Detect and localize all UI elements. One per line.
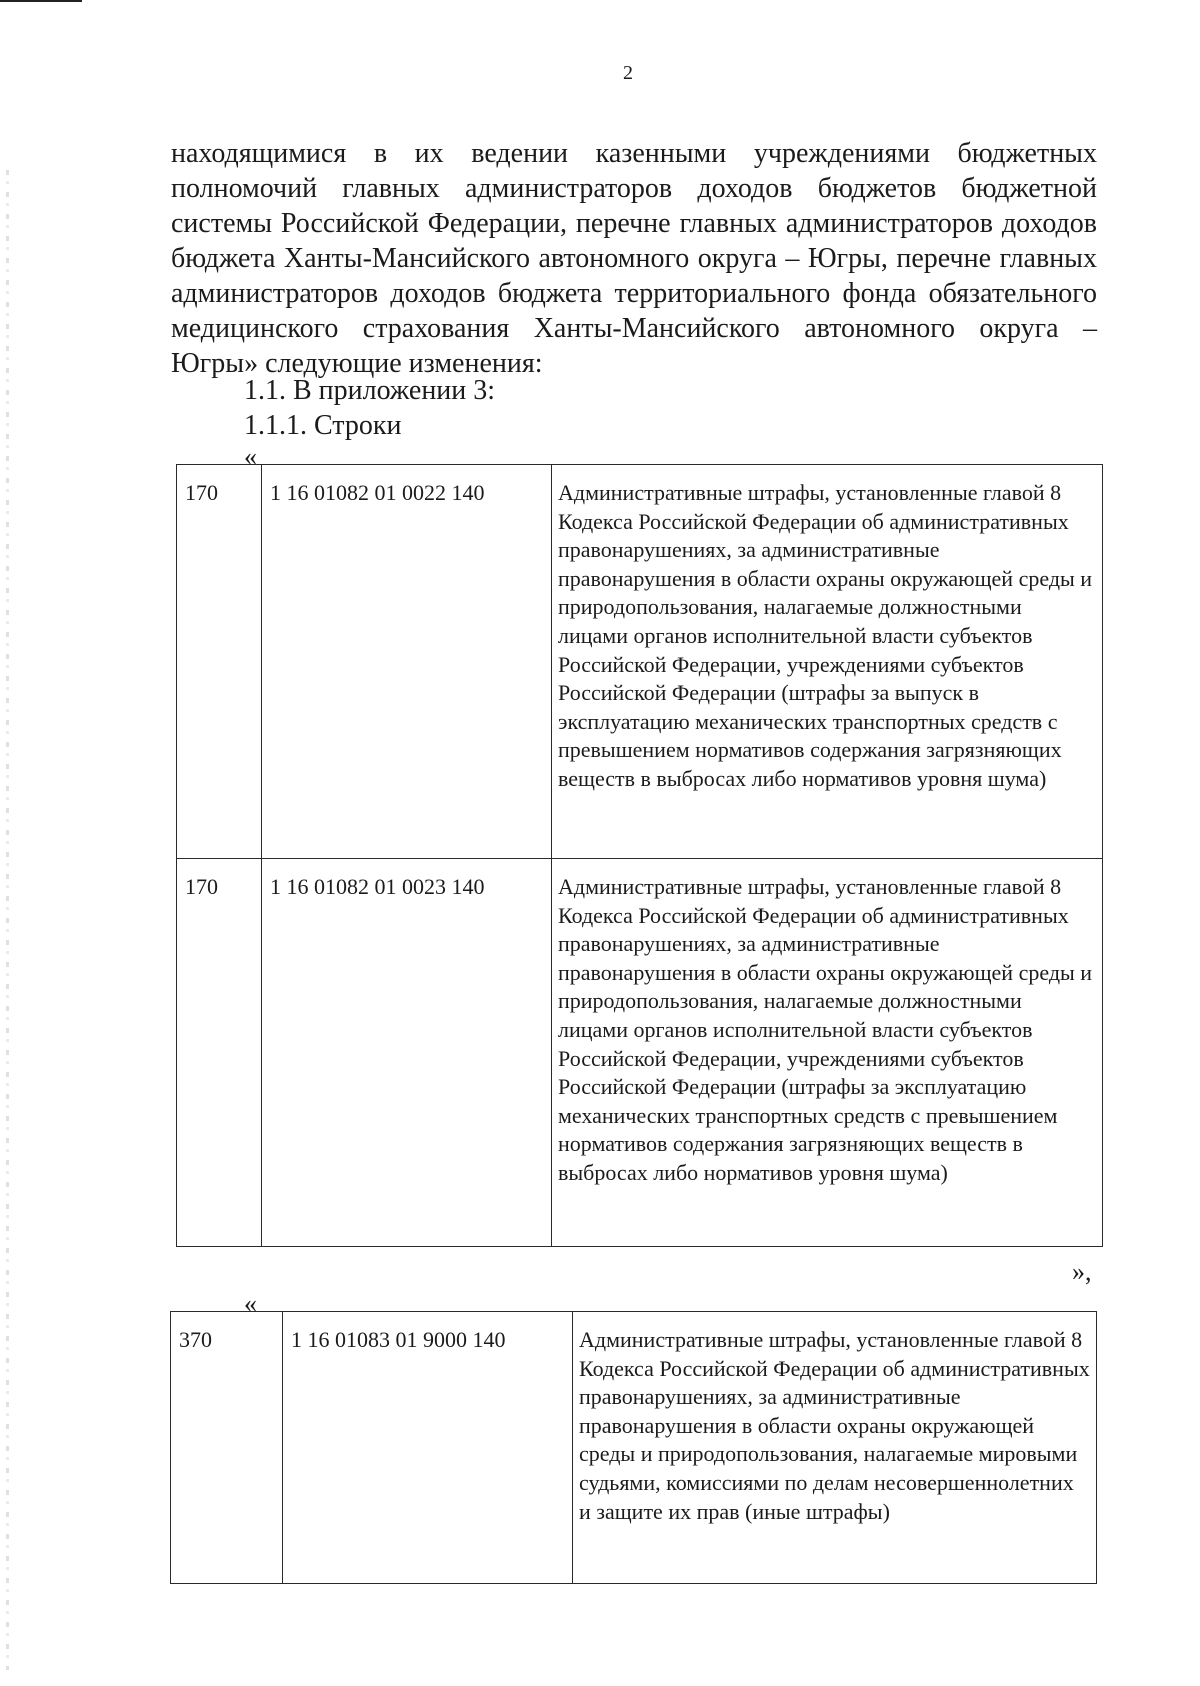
table-2 [170,1311,1097,1584]
cell-code: 170 [177,465,262,859]
opening-quote-2: « [244,1289,257,1318]
cell-description: Административные штрафы, установленные главой 8 Кодекса Российской Федерации об административных правонарушениях, за административные правонарушения в области охраны окружающей среды и природопользования, налагаемые мировыми судьями, комиссиями по делам несовершеннолетних и защите их прав (иные штрафы) [573,1312,1097,1584]
table-row [177,465,1103,859]
opening-quote-1: « [244,442,257,471]
cell-kbk: 1 16 01082 01 0022 140 [262,465,552,859]
scan-corner-mark [0,0,82,2]
item-1-1: 1.1. В приложении 3: [244,375,496,406]
table-row [171,1312,1097,1584]
cell-code: 370 [171,1312,283,1584]
cell-description: Административные штрафы, установленные главой 8 Кодекса Российской Федерации об административных правонарушениях, за административные правонарушения в области охраны окружающей среды и природопользования, налагаемые должностными лицами органов исполнительной власти субъектов Российской Федерации, учреждениями субъектов Российской Федерации (штрафы за выпуск в эксплуатацию механических транспортных средств с превышением нормативов содержания загрязняющих веществ в выбросах либо нормативов уровня шума) [552,465,1103,859]
cell-kbk: 1 16 01083 01 9000 140 [283,1312,573,1584]
cell-description: Административные штрафы, установленные главой 8 Кодекса Российской Федерации об административных правонарушениях, за административные правонарушения в области охраны окружающей среды и природопользования, налагаемые должностными лицами органов исполнительной власти субъектов Российской Федерации, учреждениями субъектов Российской Федерации (штрафы за эксплуатацию механических транспортных средств с превышением нормативов содержания загрязняющих веществ в выбросах либо нормативов уровня шума) [552,859,1103,1247]
cell-kbk: 1 16 01082 01 0023 140 [262,859,552,1247]
table-row [177,859,1103,1247]
intro-paragraph: находящимися в их ведении казенными учреждениями бюджетных полномочий главных администраторов доходов бюджетов бюджетной системы Российской Федерации, перечне главных администраторов доходов бюджета Ханты-Мансийского автономного округа – Югры, перечне главных администраторов доходов бюджета территориального фонда обязательного медицинского страхования Ханты-Мансийского автономного округа – Югры» следующие изменения: [171,138,1097,379]
table-1 [176,464,1103,1247]
closing-quote: », [1072,1257,1092,1286]
cell-code: 170 [177,859,262,1247]
page-number: 2 [623,62,633,84]
item-1-1-1: 1.1.1. Строки [244,410,402,441]
scan-binding-edge [6,170,9,1670]
